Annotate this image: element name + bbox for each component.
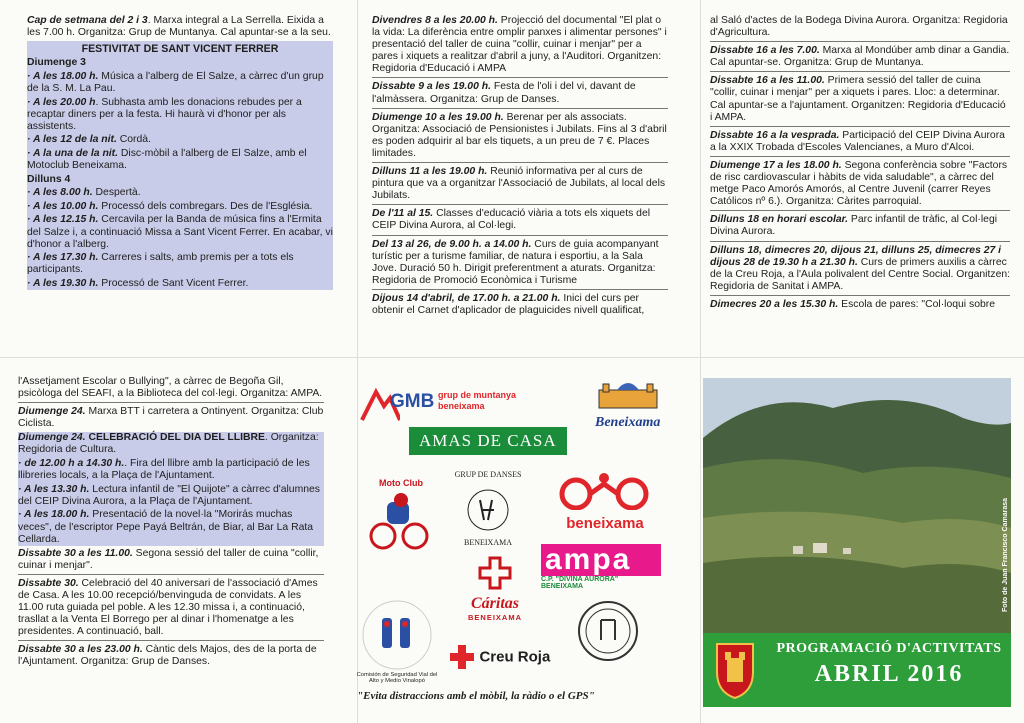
divider: [710, 241, 1010, 242]
danses-top-label: GRUP DE DANSES: [454, 470, 522, 479]
divider: [710, 210, 1010, 211]
paragraph: Diumenge 24. Marxa BTT i carretera a Ontinyent. Organitza: Club Ciclista.: [18, 406, 324, 430]
cover-title-line2: ABRIL 2016: [814, 661, 964, 687]
day-heading: Dilluns 4: [27, 173, 71, 185]
photo-credit: Foto de Juan Francisco Camarasa: [1002, 498, 1009, 612]
paragraph: Dijous 14 d'abril, de 17.00 h. a 21.00 h. Inici del curs per obtenir el Carnet d'aplicador de plaguicides nivell qualificat,: [372, 292, 645, 316]
caritas-logo: [455, 556, 535, 622]
divider: [710, 295, 1010, 296]
divider: [372, 77, 668, 78]
paragraph: Dissabte 30 a les 23.00 h. Càntic dels Majos, des de la porta de l'Ajuntament. Organitza: Grup de Danses.: [18, 644, 317, 668]
festival-title: FESTIVITAT DE SANT VICENT FERRER: [27, 41, 333, 57]
divider: [710, 126, 1010, 127]
paragraph: De l'11 al 15. Classes d'educació viària a tots els xiquets del CEIP Divina Aurora, al Col·legi.: [372, 208, 651, 232]
paragraph: Dissabte 30 a les 11.00. Segona sessió del taller de cuina "collir, cuinar i menjar".: [18, 547, 319, 571]
paragraph: Dissabte 16 a la vesprada. Participació del CEIP Divina Aurora a la XXIX Trobada d'Escoles Valencianes, a Muro d'Alcoi.: [710, 129, 1005, 153]
cover-photo: [703, 378, 1011, 633]
divider: [18, 402, 324, 403]
paragraph: Diumenge 24. CELEBRACIÓ DEL DIA DEL LLIBRE. Organitza: Regidoria de Cultura.: [18, 432, 319, 456]
list-item: · A les 8.00 h. Despertà.: [27, 187, 141, 199]
danses-bottom-label: BENEIXAMA: [464, 538, 512, 547]
gmb-line2: beneixama: [438, 401, 485, 411]
grup-danses-logo: [448, 470, 528, 550]
landscape-photo: [703, 378, 1011, 633]
divider: [372, 204, 668, 205]
paragraph: Diumenge 17 a les 18.00 h. Segona conferència sobre "Factors de risc cardiovascular i hàbits de vida saludable", a càrrec del metge Paco Amorós Amorós, al Centre Juvenil (carrer Reyes Católicos nº 6.). Organitza: Càrites parroquial.: [710, 159, 1008, 208]
paragraph: l'Assetjament Escolar o Bullying", a càrrec de Begoña Gil, psicòloga del SEAFI, a la Biblioteca del col·legi. Organitza: AMPA.: [18, 376, 323, 400]
book-day-box: [18, 432, 324, 545]
paragraph: Dissabte 9 a les 19.00 h. Festa de l'oli i del vi, davant de l'almàssera. Organitza: Grup de Danses.: [372, 81, 636, 105]
motorbike-icon: [367, 488, 431, 552]
cover-title: [770, 641, 1008, 688]
slogan: "Evita distraccions amb el mòbil, la ràdio o el GPS": [357, 690, 595, 702]
pensionistes-seal-icon: [577, 600, 639, 662]
gmb-line1: grup de muntanya: [438, 390, 517, 400]
paragraph: al Saló d'actes de la Bodega Divina Aurora. Organitza: Regidoria d'Agricultura.: [710, 15, 1008, 39]
cover-title-line1: PROGRAMACIÓ D'ACTIVITATS: [776, 641, 1002, 656]
divider: [18, 640, 324, 641]
paragraph: Dimecres 20 a les 15.30 h. Escola de pares: "Col·loqui sobre: [710, 298, 995, 310]
ampa-logo: [541, 544, 661, 590]
divider: [372, 289, 668, 290]
festival-box: [27, 41, 333, 290]
creu-roja-label: Creu Roja: [479, 648, 551, 666]
comision-label: Comisión de Seguridad Vial del Alto y Medio Vinalopó: [356, 672, 438, 684]
divider: [372, 235, 668, 236]
list-item: · A les 12 de la nit. Cordà.: [27, 134, 151, 146]
divider: [372, 162, 668, 163]
beneixama-town-label: Beneixama: [595, 415, 661, 430]
divider: [18, 574, 324, 575]
list-item: · A les 20.00 h. Subhasta amb les donacions rebudes per a recaptar diners per a la festa. Hi haurà vi d'honor per als assistents.: [27, 96, 302, 132]
paragraph: Diumenge 10 a les 19.00 h. Berenar per als associats. Organitza: Associació de Pensionistes i Jubilats. Fins al 3 d'abril es poden adquirir al bar els tiquets, a un preu de 7 €. Places limitades.: [372, 111, 667, 159]
paragraph: Cap de setmana del 2 i 3. Marxa integral a La Serrella. Eixida a les 7.00 h. Organitza: Grup de Muntanya. Cal apuntar-se a la seu.: [27, 15, 331, 39]
gmb-letters: GMB: [390, 391, 435, 412]
beneixama-town-logo: [595, 378, 667, 428]
list-item: · A les 13.30 h. Lectura infantil de "El Quijote" a càrrec d'alumnes del CEIP Divina Aurora, a la Plaça de l'Ajuntament.: [18, 483, 320, 507]
paragraph: Divendres 8 a les 20.00 h. Projecció del documental "El plat o la vida: La diferència entre omplir panxes i alimentar persones" i presentació del taller de cuina "collir, cuinar i menjar" per a pares i xiquets a realitzar d'abril a juny, a l'Auditori. Organitzen: Regidoria d'Educació i AMPA: [372, 15, 667, 75]
list-item: · A les 18.00 h. Presentació de la novel·la "Morirás muchas veces", de l'escriptor Pepe Payá Beltrán, de Biar, al Bar La Rata Cellarda.: [18, 509, 314, 545]
castle-icon: [595, 378, 661, 410]
list-item: · A la una de la nit. Disc-mòbil a l'alberg de El Salze, amb el Motoclub Beneixama.: [27, 147, 307, 172]
divider: [372, 108, 668, 109]
red-cross-icon: [449, 644, 475, 670]
bicycle-icon: [550, 470, 658, 510]
coat-of-arms-icon: [713, 640, 757, 700]
column-2: [372, 15, 668, 319]
divider: [710, 71, 1010, 72]
paragraph: Dissabte 16 a les 11.00. Primera sessió del taller de cuina "collir, cuinar i menjar" per a xiquets i pares. Lloc: a determinar. Cal apuntar-se a l'ajuntament. Organitzen: Regidoria d'Educació i AMPA.: [710, 75, 1006, 123]
traffic-lights-icon: [352, 590, 442, 680]
list-item: · A les 19.30 h. Processó de Sant Vicent Ferrer.: [27, 277, 249, 289]
list-item: · A les 17.30 h. Carreres i salts, amb premis per a tots els participants.: [27, 252, 294, 276]
column-4: [18, 376, 324, 670]
ampa-label: ampa: [541, 544, 661, 576]
pensionistes-logo: [577, 600, 639, 667]
paragraph: Del 13 al 26, de 9.00 h. a 14.00 h. Curs de guia acompanyant turístic per a turisme familiar, de natura i esportiu, a la Sala Jove. Duració 50 h. Dirigit preferentment a aturats. Organitza: Regidoria de Promoció Econòmica i Turisme: [372, 238, 659, 286]
moto-club-label: Moto Club: [379, 478, 423, 488]
column-3: [710, 15, 1010, 312]
list-item: · A les 18.00 h. Música a l'alberg de El Salze, a càrrec d'un grup de la S. M. La Pau.: [27, 70, 324, 94]
caritas-sub-label: BENEIXAMA: [467, 613, 522, 622]
gmb-logo: [360, 382, 530, 427]
caritas-cross-icon: [478, 556, 512, 590]
divider: [710, 41, 1010, 42]
day-heading: Diumenge 3: [27, 57, 86, 69]
moto-club-logo: [367, 478, 435, 558]
column-1: [27, 15, 333, 291]
divider: [710, 156, 1010, 157]
ciclista-label: beneixama: [566, 515, 644, 532]
ampa-sub-label: C.P. "DIVINA AURORA" BENEIXAMA: [541, 576, 619, 590]
list-item: · A les 12.15 h. Cercavila per la Banda de música fins a l'Ermita del Salze i, a continuació Missa a Sant Vicent Ferrer. En acabar, vi d'honor a l'alberg.: [27, 214, 333, 250]
paragraph: Dilluns 18, dimecres 20, dijous 21, dilluns 25, dimecres 27 i dijous 28 de 19.30 h a 21.30 h. Curs de primers auxilis a càrrec de la Creu Roja, a l'Aula polivalent del Centre Social. Organitzen: Regidoria de Sanitat i AMPA.: [710, 244, 1011, 292]
amas-de-casa-logo: AMAS DE CASA: [409, 427, 567, 455]
paragraph: Dilluns 18 en horari escolar. Parc infantil de tràfic, al Col·legi Divina Aurora.: [710, 214, 998, 238]
club-ciclista-logo: [550, 470, 660, 530]
list-item: · A les 10.00 h. Processó dels combregars. Des de l'Església.: [27, 200, 313, 212]
paragraph: Dissabte 30. Celebració del 40 aniversari de l'associació d'Ames de Casa. A les 10.00 recepció/benvinguda de convidats. A les 11.00 ruta guiada pel poble. A les 12.30 missa i, a continuació, trasllat a la Venta El Borrego per al dinar i l'homenatge a les presidentes. A continuació, ball.: [18, 577, 318, 638]
paragraph: Dilluns 11 a les 19.00 h. Reunió informativa per al curs de pintura que va a organitzar l'Associació de Jubilats, al local dels Jubilats.: [372, 166, 666, 202]
comision-logo: [352, 590, 442, 684]
creu-roja-logo: [449, 644, 559, 670]
caritas-label: Cáritas: [470, 595, 519, 612]
list-item: · de 12.00 h a 14.30 h.. Fira del llibre amb la participació de les llibreries locals, a la Plaça de l'Ajuntament.: [18, 458, 310, 482]
paragraph: Dissabte 16 a les 7.00. Marxa al Mondúber amb dinar a Gandia. Cal apuntar-se. Organitza: Grup de Muntanya.: [710, 45, 1010, 69]
